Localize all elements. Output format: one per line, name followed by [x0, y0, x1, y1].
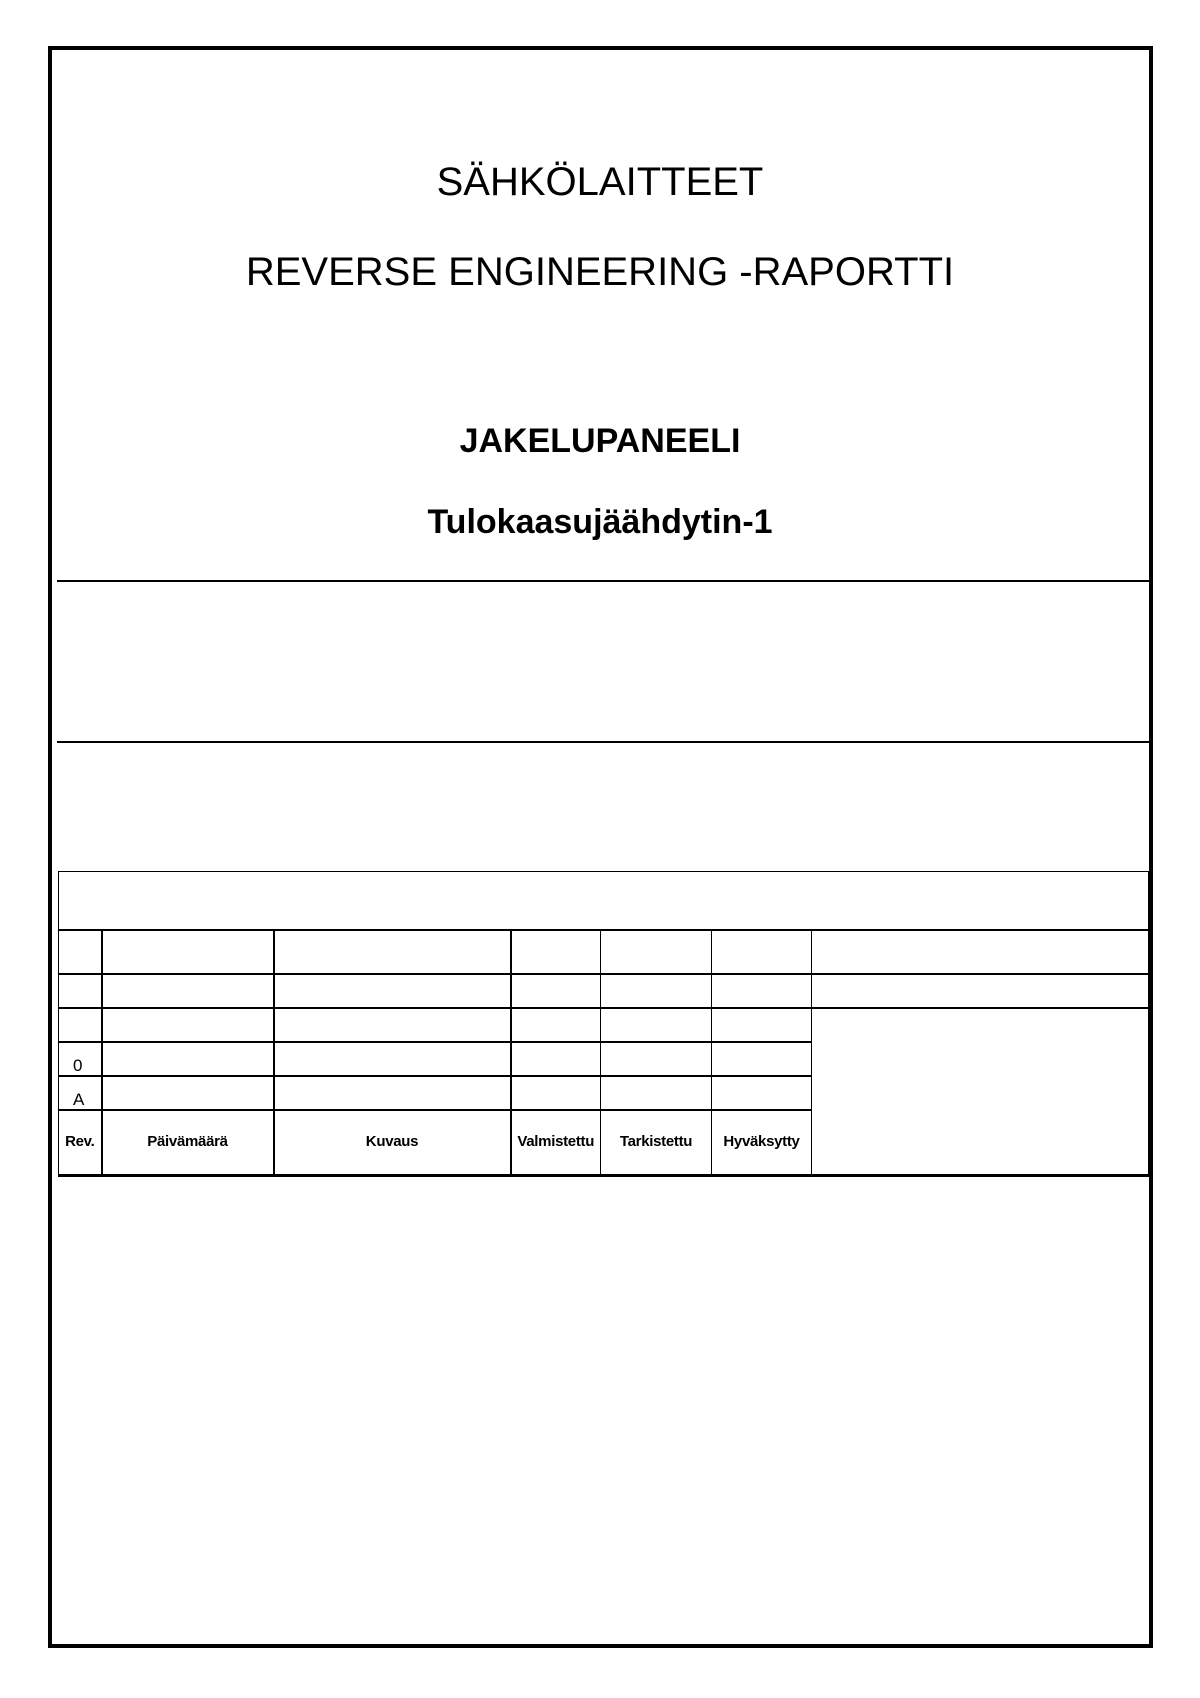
- date-cell: [102, 930, 274, 974]
- checked-cell: [601, 1076, 712, 1110]
- description-cell: [274, 1008, 511, 1042]
- checked-cell: [601, 1042, 712, 1076]
- approval-block-cell: [812, 1008, 1150, 1176]
- approved-cell: [712, 1008, 812, 1042]
- description-cell: [274, 1042, 511, 1076]
- prepared-cell: [511, 1008, 601, 1042]
- approved-cell: [712, 974, 812, 1008]
- rev-cell: [59, 974, 102, 1008]
- checked-header: Tarkistettu: [601, 1110, 712, 1176]
- prepared-cell: [511, 930, 601, 974]
- date-cell: [102, 1076, 274, 1110]
- date-header: Päivämäärä: [102, 1110, 274, 1176]
- approved-cell: [712, 930, 812, 974]
- revision-table: [58, 871, 1152, 1177]
- notes-cell: [812, 930, 1150, 974]
- divider-line: [57, 741, 1149, 743]
- prepared-cell: [511, 1042, 601, 1076]
- date-cell: [102, 1042, 274, 1076]
- document-category-title: SÄHKÖLAITTEET: [436, 160, 764, 204]
- approved-cell: [712, 1042, 812, 1076]
- rev-header: Rev.: [59, 1110, 102, 1176]
- table-top-row: [59, 872, 1150, 930]
- description-header: Kuvaus: [274, 1110, 511, 1176]
- approved-cell: [712, 1076, 812, 1110]
- divider-line: [57, 580, 1149, 582]
- checked-cell: [601, 974, 712, 1008]
- description-cell: [274, 1076, 511, 1110]
- table-row: [59, 974, 1150, 1008]
- notes-cell: [812, 974, 1150, 1008]
- date-cell: [102, 1008, 274, 1042]
- rev-cell: A: [59, 1076, 102, 1110]
- table-row: [59, 1008, 1150, 1042]
- date-cell: [102, 974, 274, 1008]
- report-type-title: REVERSE ENGINEERING -RAPORTTI: [245, 250, 955, 294]
- rev-cell: 0: [59, 1042, 102, 1076]
- description-cell: [274, 974, 511, 1008]
- checked-cell: [601, 1008, 712, 1042]
- table-row: [59, 930, 1150, 974]
- table-top-cell: [59, 872, 1150, 930]
- equipment-subtitle: Tulokaasujäähdytin-1: [427, 503, 773, 541]
- prepared-cell: [511, 974, 601, 1008]
- checked-cell: [601, 930, 712, 974]
- description-cell: [274, 930, 511, 974]
- prepared-header: Valmistettu: [511, 1110, 601, 1176]
- rev-cell: [59, 1008, 102, 1042]
- equipment-title: JAKELUPANEELI: [459, 422, 741, 460]
- rev-cell: [59, 930, 102, 974]
- prepared-cell: [511, 1076, 601, 1110]
- approved-header: Hyväksytty: [712, 1110, 812, 1176]
